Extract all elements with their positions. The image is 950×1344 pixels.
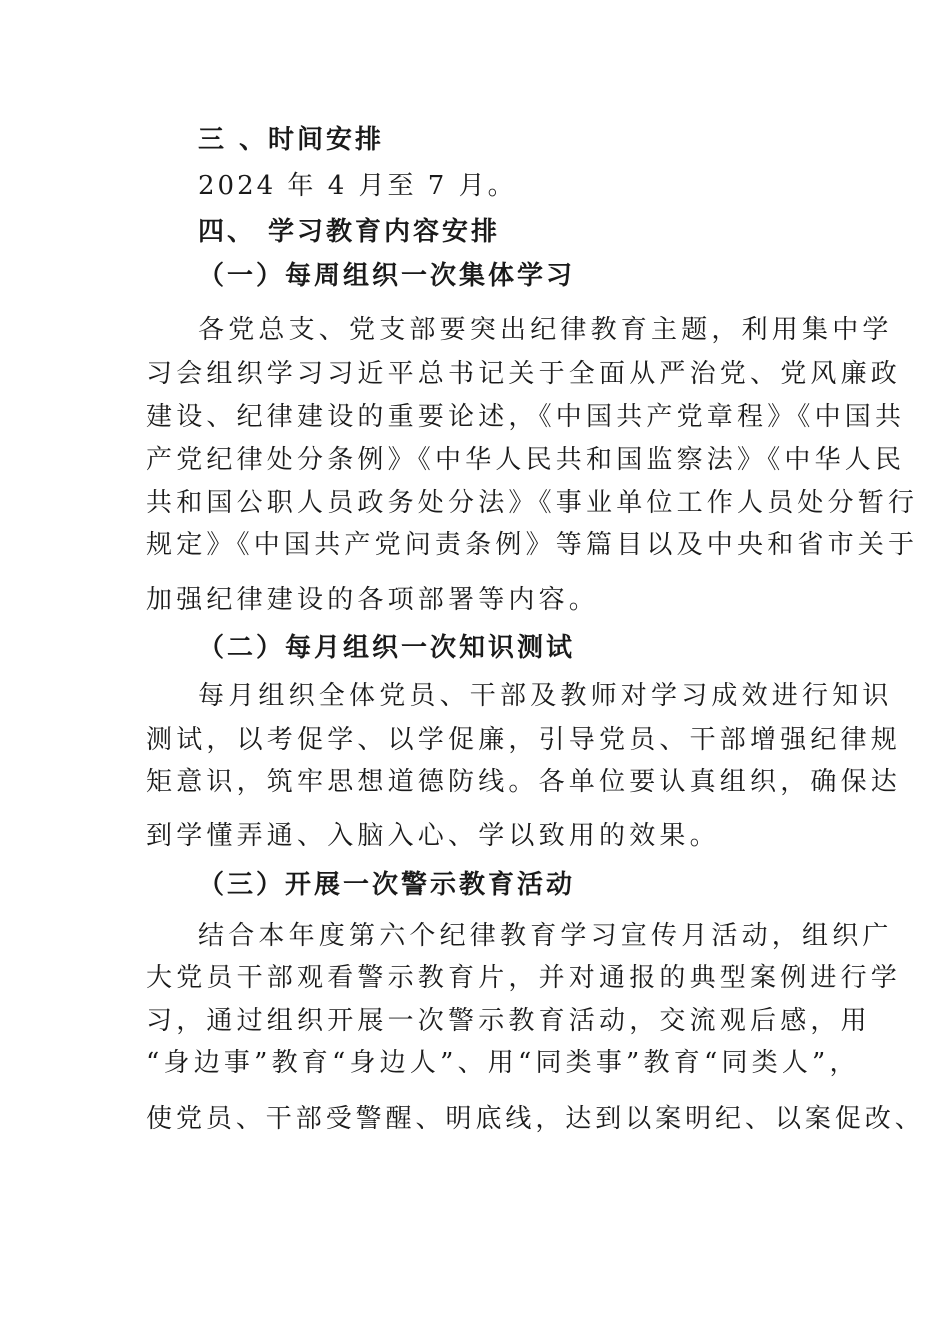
paragraph-line: 各党总支、党支部要突出纪律教育主题，利用集中学	[198, 315, 893, 345]
paragraph-line: 每月组织全体党员、干部及教师对学习成效进行知识	[198, 681, 893, 711]
subsection-heading-1: （一）每周组织一次集体学习	[198, 261, 576, 291]
time-range-text: 2024 年 4 月至 7 月。	[198, 171, 517, 201]
paragraph-line: 矩意识，筑牢思想道德防线。各单位要认真组织，确保达	[146, 767, 902, 797]
paragraph-line: 结合本年度第六个纪律教育学习宣传月活动，组织广	[198, 921, 893, 951]
paragraph-line: 加强纪律建设的各项部署等内容。	[146, 585, 600, 615]
paragraph-line: “身边事”教育“身边人”、用“同类事”教育“同类人”，	[146, 1048, 860, 1078]
section-heading-content: 四、 学习教育内容安排	[198, 217, 501, 247]
paragraph-line: 建设、纪律建设的重要论述，《中国共产党章程》《中国共	[146, 402, 906, 432]
subsection-heading-2: （二）每月组织一次知识测试	[198, 633, 576, 663]
paragraph-line: 习，通过组织开展一次警示教育活动，交流观后感，用	[146, 1006, 871, 1036]
paragraph-line: 规定》《中国共产党问责条例》等篇目以及中央和省市关于	[146, 530, 919, 560]
paragraph-line: 使党员、干部受警醒、明底线，达到以案明纪、以案促改、	[146, 1104, 925, 1134]
subsection-heading-3: （三）开展一次警示教育活动	[198, 870, 576, 900]
paragraph-line: 大党员干部观看警示教育片，并对通报的典型案例进行学	[146, 963, 902, 993]
paragraph-line: 测试，以考促学、以学促廉，引导党员、干部增强纪律规	[146, 725, 902, 755]
paragraph-line: 产党纪律处分条例》《中华人民共和国监察法》《中华人民	[146, 445, 906, 475]
section-heading-time: 三 、时间安排	[198, 125, 385, 155]
paragraph-line: 共和国公职人员政务处分法》《事业单位工作人员处分暂行	[146, 488, 919, 518]
paragraph-line: 到学懂弄通、入脑入心、学以致用的效果。	[146, 821, 720, 851]
paragraph-line: 习会组织学习习近平总书记关于全面从严治党、党风廉政	[146, 359, 902, 389]
